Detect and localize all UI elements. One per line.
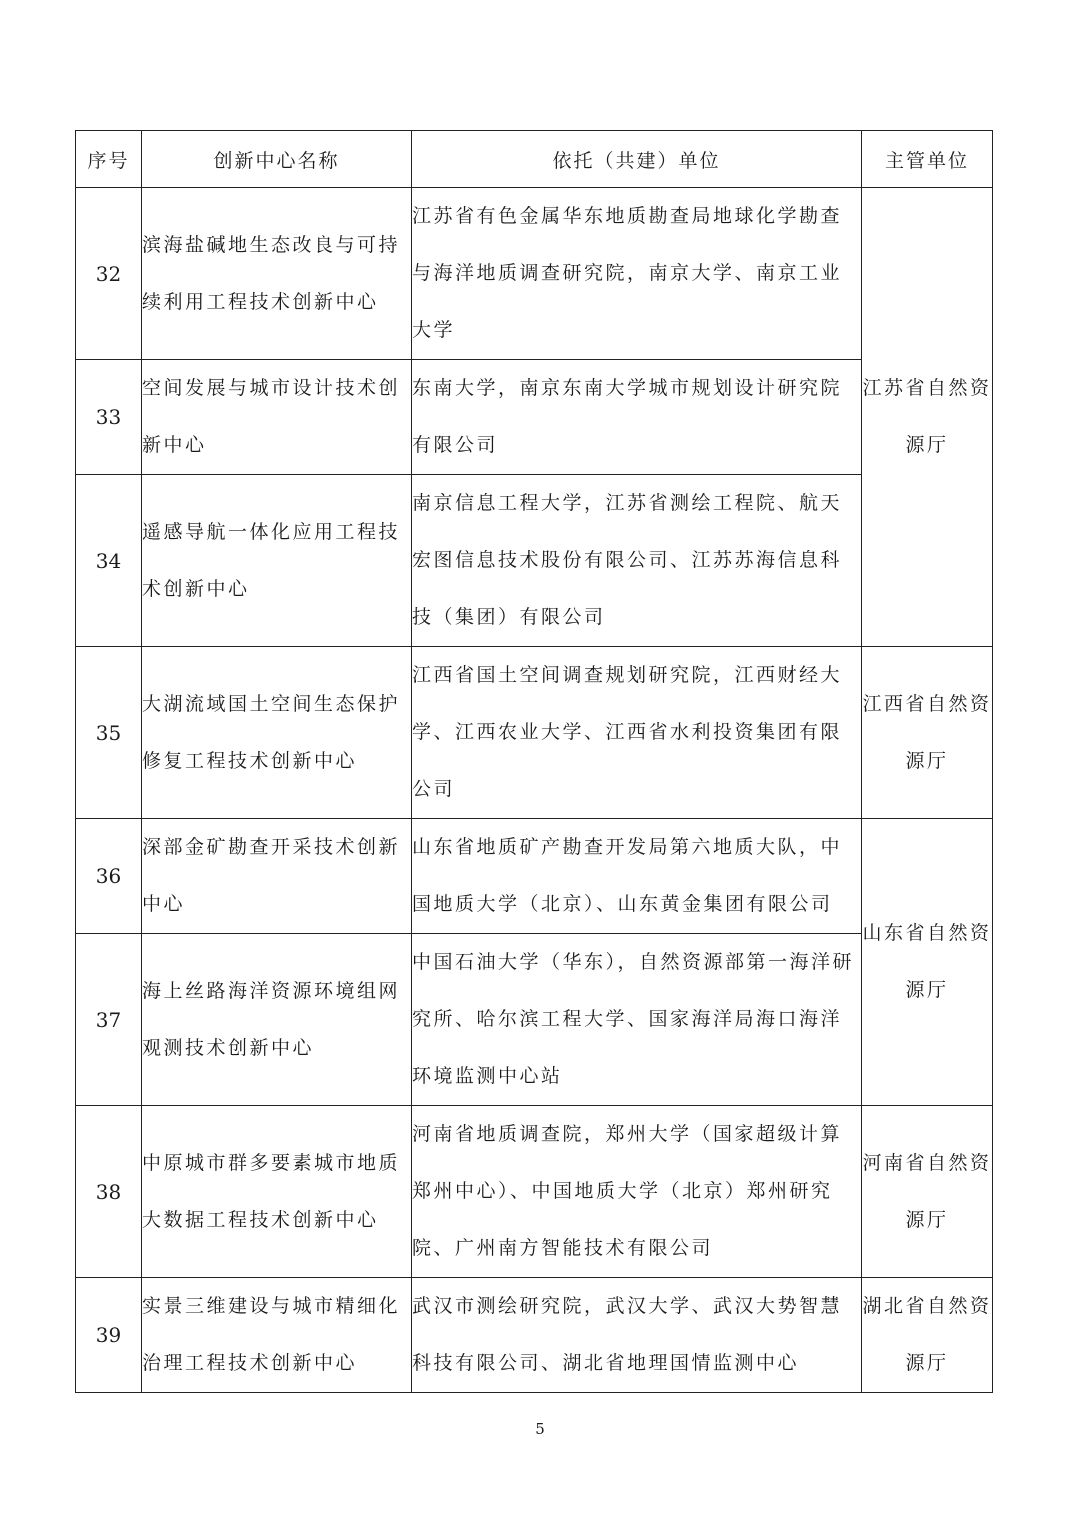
row-serial: 38 [76,1106,142,1278]
row-serial: 34 [76,475,142,647]
row-admin-unit: 江苏省自然资源厅 [862,188,993,647]
row-center-name: 实景三维建设与城市精细化治理工程技术创新中心 [142,1278,412,1393]
row-serial: 32 [76,188,142,360]
table-row [76,1106,993,1278]
table-row [76,1278,993,1393]
row-admin-unit: 江西省自然资源厅 [862,647,993,819]
row-center-name: 大湖流域国土空间生态保护修复工程技术创新中心 [142,647,412,819]
table-row [76,934,993,1106]
innovation-center-table [75,130,993,1393]
table-row [76,188,993,360]
header-host-unit: 依托（共建）单位 [412,131,862,188]
row-host-unit: 山东省地质矿产勘查开发局第六地质大队，中国地质大学（北京）、山东黄金集团有限公司 [412,819,862,934]
row-serial: 33 [76,360,142,475]
row-serial: 39 [76,1278,142,1393]
row-host-unit: 中国石油大学（华东），自然资源部第一海洋研究所、哈尔滨工程大学、国家海洋局海口海洋环境监测中心站 [412,934,862,1106]
row-host-unit: 河南省地质调查院，郑州大学（国家超级计算郑州中心）、中国地质大学（北京）郑州研究院、广州南方智能技术有限公司 [412,1106,862,1278]
row-center-name: 滨海盐碱地生态改良与可持续利用工程技术创新中心 [142,188,412,360]
row-center-name: 遥感导航一体化应用工程技术创新中心 [142,475,412,647]
row-admin-unit: 湖北省自然资源厅 [862,1278,993,1393]
header-admin-unit: 主管单位 [862,131,993,188]
table-row [76,475,993,647]
table-header-row [76,131,993,188]
row-serial: 36 [76,819,142,934]
row-center-name: 深部金矿勘查开采技术创新中心 [142,819,412,934]
table-row [76,360,993,475]
row-serial: 35 [76,647,142,819]
row-admin-unit: 山东省自然资源厅 [862,819,993,1106]
row-center-name: 海上丝路海洋资源环境组网观测技术创新中心 [142,934,412,1106]
row-host-unit: 东南大学，南京东南大学城市规划设计研究院有限公司 [412,360,862,475]
row-center-name: 空间发展与城市设计技术创新中心 [142,360,412,475]
header-serial: 序号 [76,131,142,188]
row-admin-unit: 河南省自然资源厅 [862,1106,993,1278]
page-number: 5 [535,1420,545,1438]
row-host-unit: 武汉市测绘研究院，武汉大学、武汉大势智慧科技有限公司、湖北省地理国情监测中心 [412,1278,862,1393]
row-host-unit: 江苏省有色金属华东地质勘查局地球化学勘查与海洋地质调查研究院，南京大学、南京工业大学 [412,188,862,360]
row-center-name: 中原城市群多要素城市地质大数据工程技术创新中心 [142,1106,412,1278]
table-row [76,647,993,819]
row-serial: 37 [76,934,142,1106]
header-center-name: 创新中心名称 [142,131,412,188]
row-host-unit: 江西省国土空间调查规划研究院，江西财经大学、江西农业大学、江西省水利投资集团有限公司 [412,647,862,819]
row-host-unit: 南京信息工程大学，江苏省测绘工程院、航天宏图信息技术股份有限公司、江苏苏海信息科技（集团）有限公司 [412,475,862,647]
table-row [76,819,993,934]
